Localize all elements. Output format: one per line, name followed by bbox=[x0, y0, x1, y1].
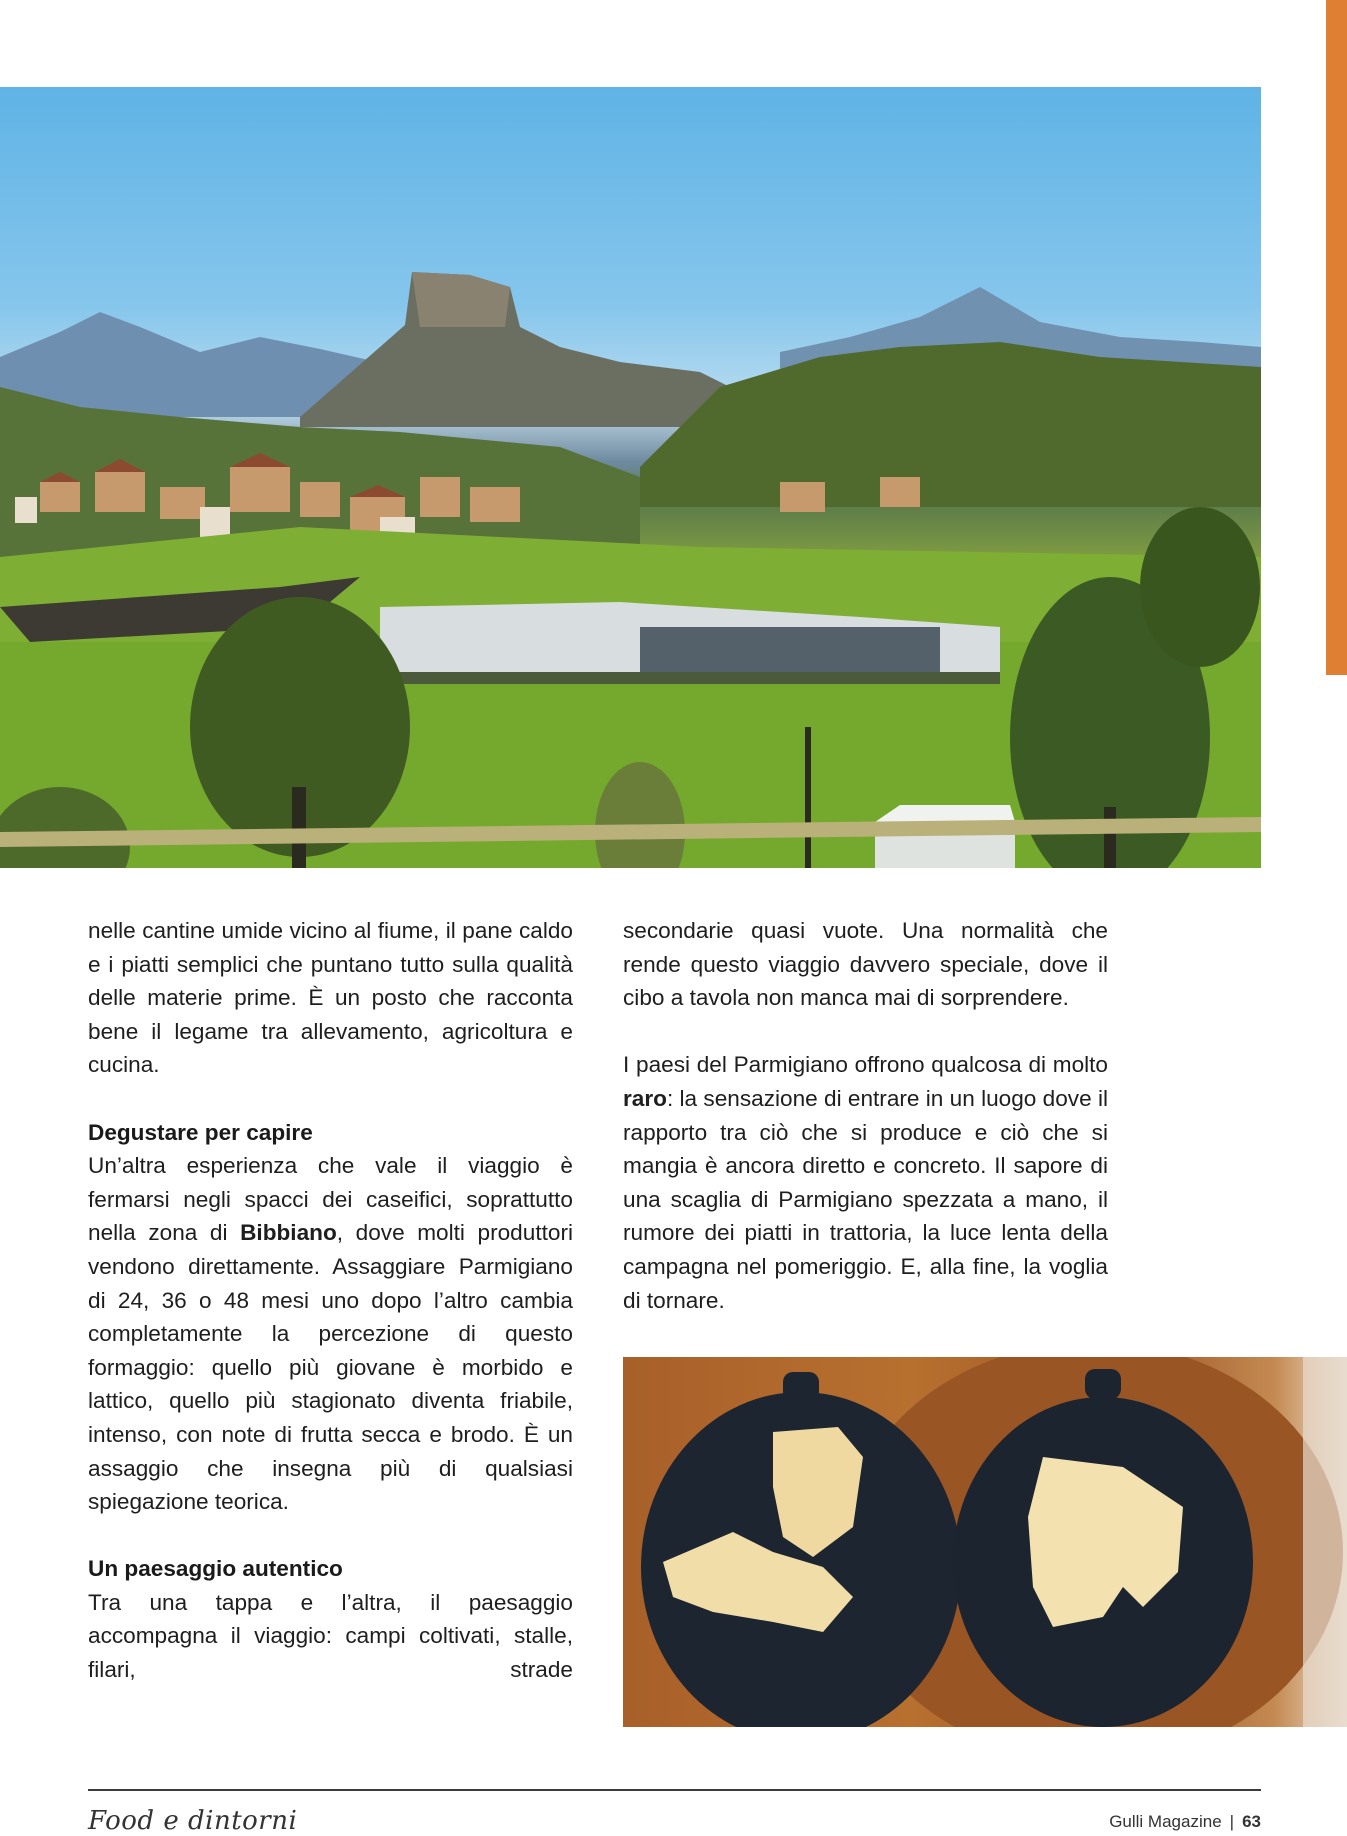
paragraph-spacer bbox=[623, 1015, 1108, 1049]
footer-separator: | bbox=[1229, 1812, 1235, 1831]
section-paesaggio-paragraph: Tra una tappa e l’altra, il paesaggio accompagna il viaggio: campi coltivati, stalle, filari, strade bbox=[88, 1589, 573, 1683]
article-right-column bbox=[623, 914, 1108, 1317]
footer-publication bbox=[1109, 1812, 1261, 1832]
paragraph-spacer bbox=[88, 1519, 573, 1553]
accent-sidebar-bar bbox=[1326, 0, 1347, 675]
cheese-illustration bbox=[623, 1357, 1347, 1727]
section-heading-degustare: Degustare per capire bbox=[88, 1119, 313, 1145]
paragraph-spacer bbox=[88, 1082, 573, 1116]
article-left-column bbox=[88, 914, 573, 1687]
footer-divider bbox=[88, 1789, 1261, 1791]
section-degustare-paragraph: Un’altra esperienza che vale il viaggio è fermarsi negli spacci dei caseifici, soprattutto nella zona di Bibbiano, dove molti produttori vendono direttamente. Assaggiare Parmigiano di 24, 36 o 48 mesi uno dopo l’altro cambia completamente la percezione di questo formaggio: quello più giovane è morbido e lattico, quello più stagionato diventa friabile, intenso, con note di frutta secca e brodo. È un assaggio che insegna più di qualsiasi spiegazione teorica. bbox=[88, 1153, 573, 1515]
magazine-name: Gulli Magazine bbox=[1109, 1812, 1222, 1831]
footer-section-name: Food e dintorni bbox=[88, 1806, 298, 1836]
bold-word-raro: raro bbox=[623, 1085, 667, 1111]
section-heading-paesaggio: Un paesaggio autentico bbox=[88, 1556, 343, 1582]
page-number: 63 bbox=[1242, 1812, 1261, 1831]
cheese-boards-photo bbox=[623, 1357, 1347, 1727]
continuation-paragraph: secondarie quasi vuote. Una normalità che rende questo viaggio davvero speciale, dove il cibo a tavola non manca mai di sorprendere. bbox=[623, 918, 1108, 1011]
intro-paragraph: nelle cantine umide vicino al fiume, il pane caldo e i piatti semplici che puntano tutto sulla qualità delle materie prime. È un posto che racconta bene il legame tra allevamento, agricoltura e cucina. bbox=[88, 918, 573, 1078]
closing-paragraph: I paesi del Parmigiano offrono qualcosa di molto raro: la sensazione di entrare in un luogo dove il rapporto tra ciò che si produce e ciò che si mangia è ancora diretto e concreto. Il sapore di una scaglia di Parmigiano spezzata a mano, il rumore dei piatti in trattoria, la luce lenta della campagna nel pomeriggio. E, alla fine, la voglia di tornare. bbox=[623, 1052, 1108, 1313]
landscape-illustration bbox=[0, 87, 1261, 868]
bold-place-bibbiano: Bibbiano bbox=[240, 1220, 337, 1246]
hero-landscape-photo bbox=[0, 87, 1261, 868]
